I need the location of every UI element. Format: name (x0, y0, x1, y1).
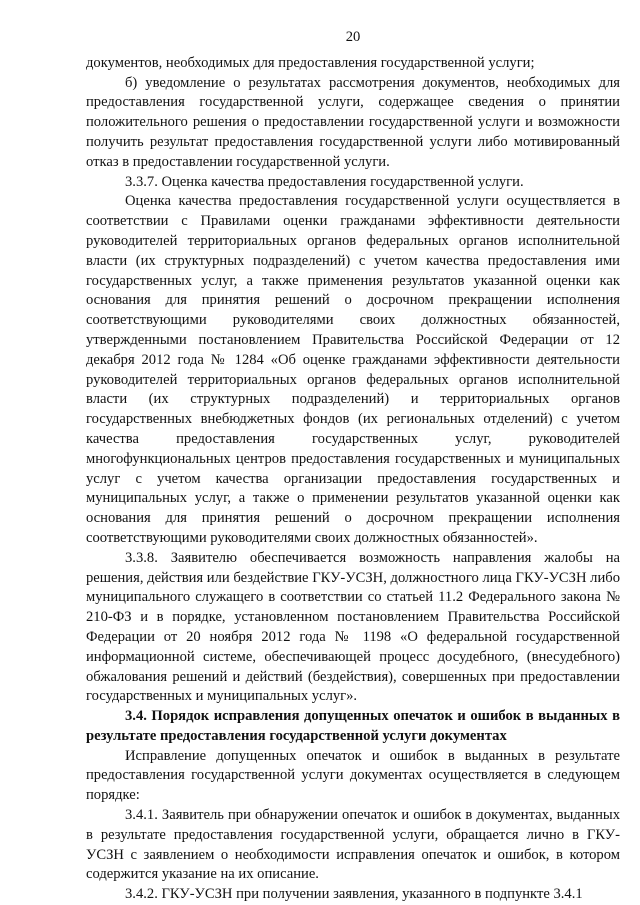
paragraph: документов, необходимых для предоставления государственной услуги; (86, 54, 535, 71)
paragraph: 3.3.8. Заявителю обеспечивается возможность направления жалобы на решения, действия или бездействие ГКУ-УСЗН, должностного лица ГКУ-УСЗН либо муниципального служащего в соответствии со статьей 11.2 Федерального закона № 210-ФЗ и в порядке, установленном постановлением Правительства Российской Федерации от 20 ноября 2012 года № 1198 «О федеральной государственной информационной системе, обеспечивающей процесс досудебного, (внесудебного) обжалования решений и действий (бездействия), совершенных при предоставлении государственных и муниципальных услуг». (86, 549, 620, 705)
paragraph: Оценка качества предоставления государственной услуги осуществляется в соответствии с Правилами оценки гражданами эффективности деятельности руководителей территориальных органов федеральных органов исполнительной власти (их структурных подразделений) с учетом качества предоставления ими государственных услуг, а также применения результатов указанной оценки как основания для принятия решений о досрочном прекращении исполнения соответствующими руководителями своих должностных обязанностей, утвержденными постановлением Правительства Российской Федерации от 12 декабря 2012 года № 1284 «Об оценке гражданами эффективности деятельности руководителей территориальных органов федеральных органов исполнительной власти (их структурных подразделений) и территориальных органов государственных внебюджетных фондов (их региональных отделений) с учетом качества предоставления государственных услуг, руководителей многофункциональных центров предоставления государственных и муниципальных услуг с учетом качества организации предоставления государственных и муниципальных услуг, а также о применении результатов указанной оценки как основания для принятия решений о досрочном прекращении исполнения соответствующими руководителями своих должностных обязанностей». (86, 193, 620, 546)
paragraph: 3.3.7. Оценка качества предоставления государственной услуги. (125, 173, 524, 190)
section-heading: 3.4. Порядок исправления допущенных опечаток и ошибок в выданных в результате предоставления государственной услуги документах (86, 708, 620, 744)
paragraph: б) уведомление о результатах рассмотрения документов, необходимых для предоставления государственной услуги, содержащее сведения о принятии положительного решения о предоставлении государственной услуги и возможности получить результат предоставления государственной услуги либо мотивированный отказ в предоставлении государственной услуги. (86, 74, 620, 170)
page-number: 20 (345, 29, 361, 45)
paragraph: 3.4.2. ГКУ-УСЗН при получении заявления, указанного в подпункте 3.4.1 (125, 886, 583, 903)
paragraph: Исправление допущенных опечаток и ошибок в выданных в результате предоставления государственной услуги документах осуществляется в следующем порядке: (86, 747, 620, 804)
paragraph: 3.4.1. Заявитель при обнаружении опечаток и ошибок в документах, выданных в результате предоставления государственной услуги, обращается лично в ГКУ-УСЗН с заявлением о необходимости исправления опечаток и ошибок, в котором содержится указание на их описание. (86, 807, 620, 883)
